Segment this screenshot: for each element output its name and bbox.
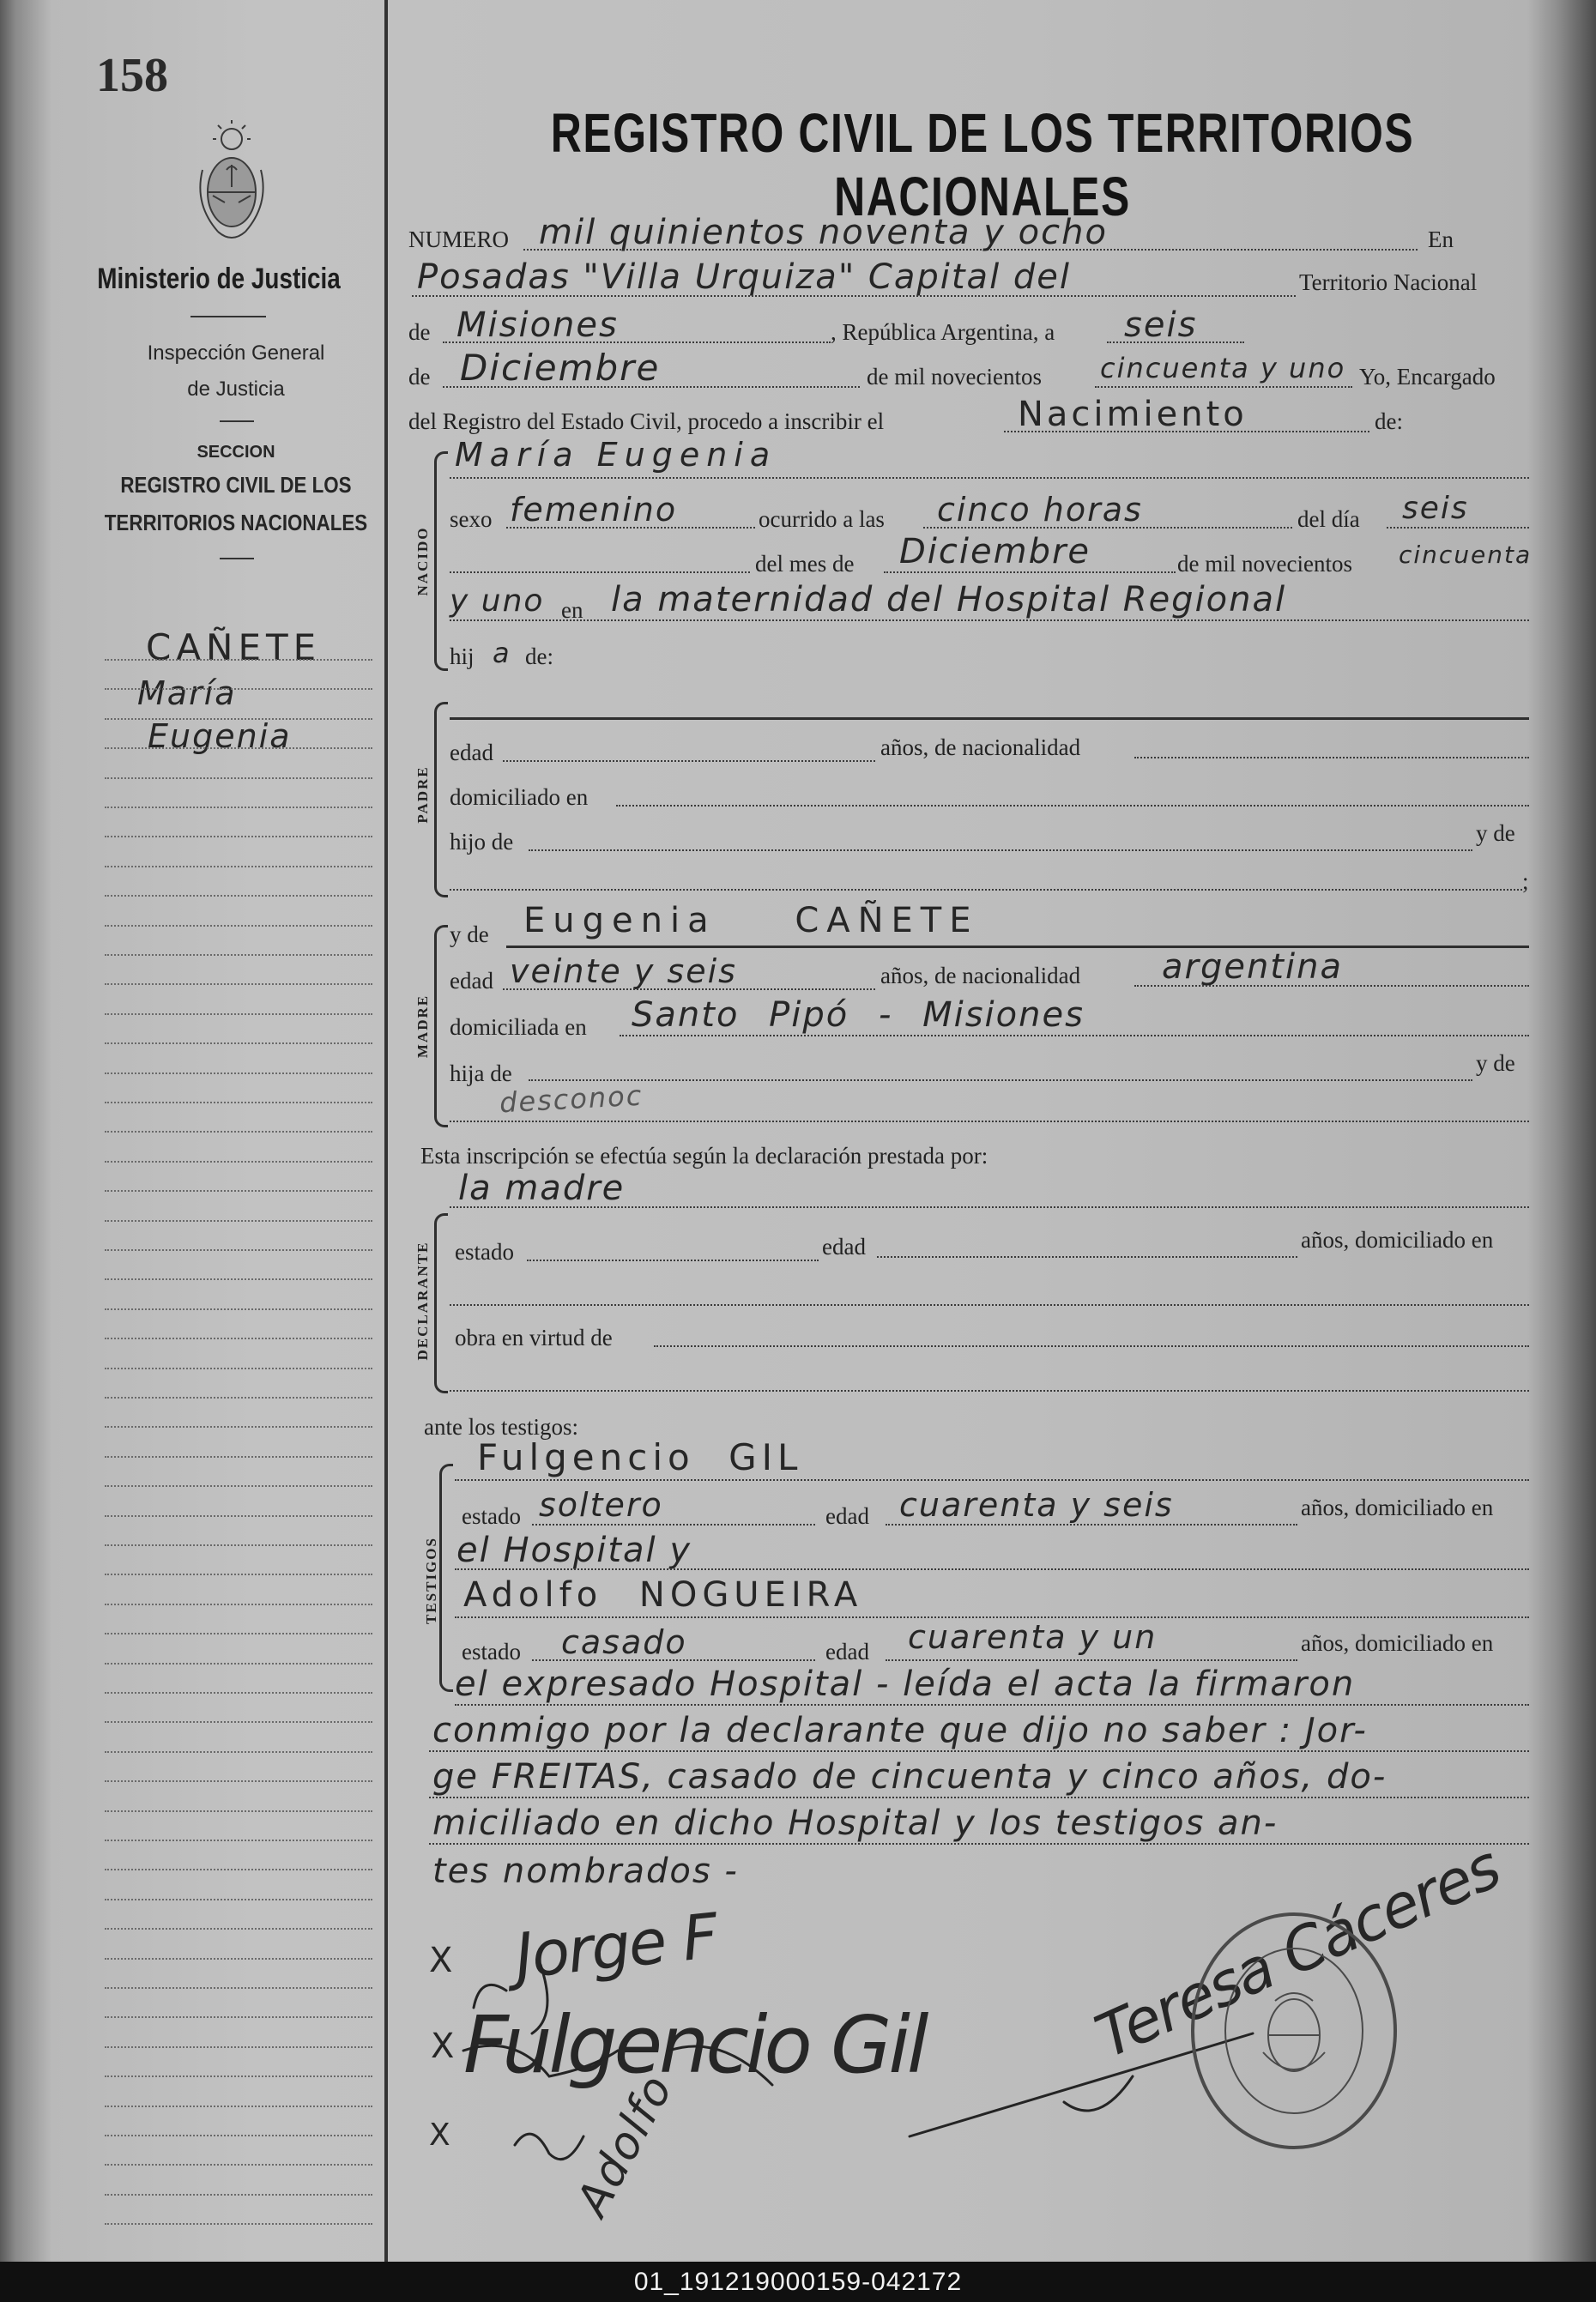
index-line: [105, 1338, 372, 1339]
official-seal-icon: [1182, 1906, 1406, 2155]
index-line: [105, 1663, 372, 1665]
testigo-1-name: Fulgencio GIL: [477, 1436, 803, 1478]
madre-name-line: [506, 946, 1529, 948]
month-line: [443, 386, 860, 388]
divider: [220, 558, 254, 559]
madre-anos-label: años, de nacionalidad: [880, 963, 1081, 988]
madre-edad-label: edad: [450, 968, 493, 994]
index-line: [105, 1190, 372, 1192]
testigo-2-estado-label: estado: [462, 1639, 521, 1665]
index-given-name-1: María: [137, 674, 237, 712]
index-line: [105, 1042, 372, 1044]
declarante-edad-label: edad: [822, 1234, 866, 1260]
signature-jorge: Jorge F: [511, 1899, 720, 1993]
index-line: [105, 1604, 372, 1605]
image-id-footer: 01_191219000159-042172: [0, 2262, 1596, 2302]
padre-hijo-line: [529, 849, 1472, 851]
year-line: [1095, 386, 1352, 388]
index-line: [105, 1987, 372, 1989]
madre-y-de-label: y de: [1476, 1050, 1515, 1076]
padre-edad-line: [503, 760, 875, 762]
de-label: de: [408, 319, 431, 345]
declarante-obra-line: [654, 1345, 1529, 1347]
testigo-1-edad-value: cuarenta y seis: [899, 1486, 1174, 1524]
index-line: [105, 1249, 372, 1251]
year-value: cincuenta y uno: [1100, 352, 1346, 384]
signature-mark-3: X: [429, 2118, 452, 2153]
index-line: [105, 925, 372, 927]
index-line: [105, 1368, 372, 1369]
act-type-value: Nacimiento: [1018, 395, 1248, 434]
inspection-line-1: Inspección General: [147, 341, 325, 365]
place-line: [412, 295, 1296, 297]
testigos-intro: ante los testigos:: [424, 1414, 578, 1440]
declarante-anos-label: años, domiciliado en: [1301, 1227, 1494, 1253]
year-label: de mil novecientos: [867, 364, 1042, 390]
continuation-line-3: miciliado en dicho Hospital y los testigos an-: [432, 1804, 1279, 1843]
index-line: [105, 1397, 372, 1399]
section-label: SECCION: [196, 443, 275, 462]
declarante-brace: [434, 1213, 448, 1393]
padre-semicolon: ;: [1522, 868, 1529, 894]
index-line: [105, 1013, 372, 1015]
padre-domicilio-line: [616, 805, 1529, 807]
continuation-line-4: tes nombrados -: [432, 1852, 739, 1891]
testigo-1-edad-line: [886, 1524, 1297, 1526]
padre-name-line: [450, 717, 1529, 720]
testigo-2-estado-value: casado: [561, 1623, 687, 1661]
place-value: Posadas "Villa Urquiza" Capital del: [417, 257, 1072, 297]
declarante-estado-line: [527, 1260, 819, 1261]
sexo-label: sexo: [450, 506, 493, 532]
argentine-coat-of-arms-icon: [187, 118, 276, 247]
index-line: [105, 1220, 372, 1222]
madre-domiciliada-label: domiciliada en: [450, 1014, 587, 1040]
index-line: [105, 1456, 372, 1458]
territory-value: Misiones: [456, 305, 619, 345]
index-line: [105, 688, 372, 690]
mes-line: [884, 571, 1176, 573]
padre-madre-line: [450, 889, 1522, 891]
madre-brace: [434, 925, 448, 1127]
declarante-intro: Esta inscripción se efectúa según la declaración prestada por:: [420, 1143, 988, 1169]
de-colon-label: de:: [1375, 408, 1403, 434]
signature-fulgencio: Fulgencio Gil: [463, 1999, 926, 2091]
hour-value: cinco horas: [937, 491, 1143, 529]
testigo-1-estado-value: soltero: [539, 1486, 663, 1524]
numero-label: NUMERO: [408, 227, 510, 252]
hij-de-label: de:: [525, 643, 553, 669]
index-line: [105, 1810, 372, 1812]
index-line: [105, 1958, 372, 1960]
index-line: [105, 1308, 372, 1310]
testigo-1-edad-label: edad: [825, 1503, 869, 1529]
index-line: [105, 1928, 372, 1930]
day-line: [1107, 341, 1244, 343]
index-line: [105, 2016, 372, 2018]
section-line-2: TERRITORIOS NACIONALES: [104, 510, 368, 535]
signature-mark-2: X: [431, 2027, 456, 2066]
en-label: En: [1428, 227, 1454, 252]
territory-line: [443, 341, 831, 343]
declarante-obra-label: obra en virtud de: [455, 1325, 613, 1350]
testigos-label: TESTIGOS: [423, 1537, 439, 1624]
section-line-1: REGISTRO CIVIL DE LOS: [120, 472, 352, 498]
dia-value: seis: [1402, 491, 1469, 526]
index-line: [105, 1721, 372, 1723]
madre-domicilio-line: [620, 1035, 1529, 1036]
testigo-2-edad-label: edad: [825, 1639, 869, 1665]
inspection-line-2: de Justicia: [187, 378, 285, 401]
index-line: [105, 2075, 372, 2077]
index-line: [105, 1780, 372, 1782]
index-line: [105, 983, 372, 985]
register-title: REGISTRO CIVIL DE LOS TERRITORIOS NACIONALES: [550, 102, 1415, 227]
index-line: [105, 1426, 372, 1428]
madre-hija-value: desconoc: [499, 1078, 644, 1120]
index-given-name-2: Eugenia: [148, 717, 292, 755]
padre-domiciliado-label: domiciliado en: [450, 784, 589, 810]
padre-edad-label: edad: [450, 740, 493, 765]
index-line: [105, 2223, 372, 2225]
index-line: [105, 1869, 372, 1870]
madre-domicilio-value: Santo Pipó - Misiones: [632, 995, 1085, 1035]
del-mes-label: del mes de: [755, 551, 855, 577]
index-line: [105, 747, 372, 749]
index-line: [105, 1485, 372, 1487]
index-line: [105, 1840, 372, 1841]
sexo-value: femenino: [510, 491, 678, 529]
hij-label: hij: [450, 643, 475, 669]
testigo-1-anos-label: años, domiciliado en: [1301, 1495, 1494, 1520]
index-line: [105, 718, 372, 720]
signature-official: Teresa Cáceres: [1085, 1831, 1510, 2073]
index-line: [105, 866, 372, 867]
index-line: [105, 1899, 372, 1900]
continuation-line-1: conmigo por la declarante que dijo no saber : Jor-: [432, 1711, 1368, 1750]
index-line: [105, 1515, 372, 1517]
padre-y-de-label: y de: [1476, 820, 1515, 846]
nacido-year-cont: y uno: [450, 583, 545, 619]
del-dia-label: del día: [1297, 506, 1360, 532]
nacido-name: María Eugenia: [455, 436, 777, 474]
index-line: [105, 2164, 372, 2166]
continuation-line-2: ge FREITAS, casado de cincuenta y cinco años, do-: [432, 1757, 1387, 1797]
signature-adolfo: Adolfo: [566, 2065, 684, 2225]
testigo-1-estado-label: estado: [462, 1503, 521, 1529]
declarante-obra-line-2: [450, 1390, 1529, 1392]
nacido-year-value: cincuenta: [1399, 541, 1533, 569]
testigo-1-domicilio-value: el Hospital y: [456, 1531, 692, 1570]
index-line: [105, 2046, 372, 2048]
lugar-line: [450, 619, 1529, 621]
index-line: [105, 659, 372, 661]
padre-anos-label: años, de nacionalidad: [880, 734, 1081, 760]
declarante-edad-line: [877, 1256, 1297, 1258]
nacido-brace: [434, 451, 448, 671]
testigo-2-anos-label: años, domiciliado en: [1301, 1630, 1494, 1656]
declarante-label: DECLARANTE: [414, 1241, 431, 1361]
madre-yde-label: y de: [450, 921, 489, 947]
index-line: [105, 807, 372, 808]
day-value: seis: [1124, 305, 1198, 345]
testigo-1-domicilio-line: [455, 1568, 1529, 1570]
index-line: [105, 836, 372, 837]
continuation-rule-2: [429, 1797, 1529, 1798]
index-line: [105, 1544, 372, 1546]
madre-edad-line: [503, 988, 875, 990]
nacido-en-label: en: [561, 597, 583, 623]
territorio-label: Territorio Nacional: [1299, 269, 1478, 295]
nacido-label: NACIDO: [414, 526, 431, 596]
de-label-2: de: [408, 364, 431, 390]
hij-suffix: a: [493, 637, 511, 669]
madre-nacionalidad-line: [1134, 985, 1529, 987]
signature-mark-1: X: [429, 1941, 455, 1980]
padre-label: PADRE: [414, 765, 431, 824]
index-line: [105, 2106, 372, 2107]
testigo-2-name: Adolfo NOGUEIRA: [463, 1575, 863, 1615]
testigo-2-edad-line: [886, 1659, 1297, 1661]
registro-label: del Registro del Estado Civil, procedo a inscribir el: [408, 408, 885, 434]
divider: [190, 316, 266, 317]
folio-number: 158: [96, 49, 168, 102]
madre-hija-line: [529, 1079, 1472, 1081]
declarante-name-line: [450, 1206, 1529, 1208]
lugar-value: la maternidad del Hospital Regional: [611, 580, 1287, 619]
continuation-rule-3: [429, 1843, 1529, 1845]
yo-label: Yo, Encargado: [1359, 364, 1496, 390]
continuation-rule-1: [429, 1750, 1529, 1752]
testigos-brace: [439, 1464, 453, 1692]
index-line: [105, 1072, 372, 1074]
madre-name-value: Eugenia CAÑETE: [523, 901, 979, 940]
index-surname: CAÑETE: [146, 626, 322, 668]
testigo-2-domicilio-value: el expresado Hospital - leída el acta la firmaron: [455, 1665, 1356, 1704]
index-line: [105, 1751, 372, 1753]
novecientos-label: de mil novecientos: [1177, 551, 1352, 577]
padre-nacionalidad-line: [1134, 757, 1529, 758]
dia-line: [1387, 527, 1529, 529]
divider: [220, 420, 254, 422]
madre-hija-label: hija de: [450, 1060, 512, 1086]
testigo-2-estado-line: [532, 1659, 815, 1661]
republica-label: , República Argentina, a: [831, 319, 1055, 345]
index-line: [105, 2194, 372, 2196]
declarante-name-value: la madre: [458, 1169, 626, 1208]
index-line: [105, 1633, 372, 1634]
index-line: [105, 954, 372, 956]
month-value: Diciembre: [460, 347, 661, 389]
padre-hijo-label: hijo de: [450, 829, 514, 855]
madre-nacionalidad-value: argentina: [1162, 947, 1343, 987]
mes-value: Diciembre: [899, 532, 1091, 571]
numero-value: mil quinientos noventa y ocho: [539, 213, 1108, 252]
index-line: [105, 2135, 372, 2136]
index-line: [105, 895, 372, 897]
madre-label: MADRE: [414, 994, 431, 1059]
nacido-name-line: [450, 477, 1529, 479]
padre-brace: [434, 702, 448, 897]
madre-madre-line: [450, 1121, 1529, 1122]
index-line: [105, 1102, 372, 1103]
testigo-1-estado-line: [532, 1524, 815, 1526]
index-line: [105, 777, 372, 779]
hour-line: [923, 527, 1292, 529]
index-line: [105, 1278, 372, 1280]
sexo-line: [506, 527, 755, 529]
index-line: [105, 1161, 372, 1163]
testigo-2-domicilio-line: [455, 1704, 1529, 1706]
testigo-2-edad-value: cuarenta y un: [908, 1618, 1158, 1656]
act-type-line: [1004, 431, 1369, 432]
declarante-estado-label: estado: [455, 1239, 514, 1265]
testigo-1-name-line: [455, 1479, 1529, 1481]
ministry-name: Ministerio de Justicia: [97, 263, 341, 295]
madre-edad-value: veinte y seis: [510, 952, 737, 990]
mes-lead-line: [450, 571, 750, 573]
column-divider: [384, 0, 388, 2262]
index-line: [105, 1574, 372, 1575]
index-line: [105, 1692, 372, 1694]
ocurrido-label: ocurrido a las: [759, 506, 885, 532]
declarante-domicilio-line: [450, 1304, 1529, 1306]
index-line: [105, 1131, 372, 1133]
